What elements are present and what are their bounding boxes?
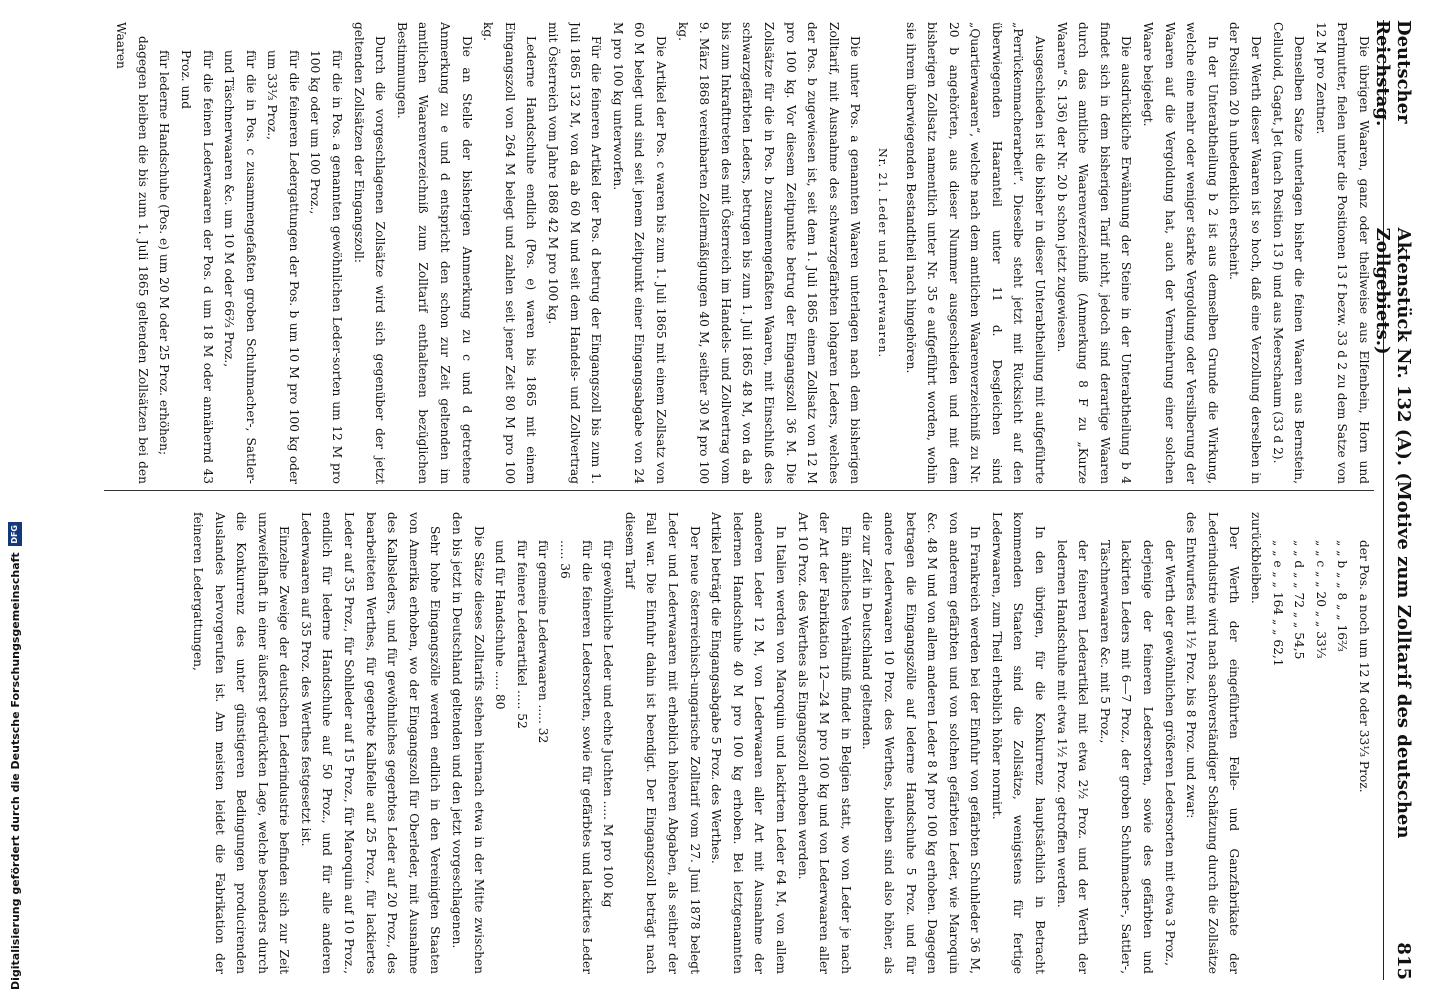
left-paragraph: In der Unterabtheilung b 2 ist aus demselben Grunde die Wirkung, welche eine mehr oder weniger starke Vergoldung oder Versilberung der Waaren auf die Vergoldung hat, auch der Vermiehrung einer solchen Waare beigelegt. bbox=[1141, 22, 1220, 484]
rate-row bbox=[1266, 512, 1288, 974]
right-paragraph: Sehr hohe Eingangszölle werden endlich in den Vereinigten Staaten von Amerika erhoben, wo der Eingangszoll für Oberleder, mit Ausnahme des Kalbsleders, und für gewöhnliches gegerbtes Leder auf 20 Proz., des bearbeiteten Werthes, für gegerbte Kalbfelle auf 25 Proz., für lackiertes Leder auf 35 Proz., für Sohlleder auf 15 Proz., für Maroquin auf 10 Proz., endlich für lederne Handschuhe auf 50 Proz., und für alle anderen Lederwaaren auf 35 Proz. des Werthes festgesetzt ist. bbox=[298, 512, 443, 974]
right-paragraph: der feineren Lederartikel mit etwa 2½ Proz. und der Werth der ledernen Handschuhe mit etwa 1½ Proz. getroffen werden. bbox=[1054, 540, 1091, 974]
right-paragraph: Ein ähnliches Verhältniß findet in Belgien statt, wo von Leder je nach der Art der Fabrikation 12—24 M pro 100 kg und von Lederwaaren aller Art 10 Proz. des Werthes als Eingangszoll erhoben werden. bbox=[795, 512, 853, 974]
left-paragraph: Die ausdrückliche Erwähnung der Steine in der Unterabtheilung b 4 findet sich in dem bisherigen Tarif nicht, jedoch sind derartige Waaren durch das amtliche Waarenverzeichniß (Anmerkung 8 F zu „Kurze Waaren“ S. 136) der Nr. 20 b schon jetzt zugewiesen. bbox=[1054, 22, 1134, 484]
page-header bbox=[1372, 20, 1414, 980]
rate-table bbox=[1266, 512, 1374, 974]
right-paragraph: zurückbleiben. bbox=[1249, 512, 1264, 604]
rate-row-text: „ „ 8 „ „ 16⅔ bbox=[1335, 572, 1350, 652]
left-paragraph: für lederne Handschuhe (Pos. e) um 20 M oder 25 Proz. erhöhen; bbox=[157, 50, 172, 456]
rate-row bbox=[1352, 512, 1374, 974]
left-paragraph: für die feineren Ledergattungen der Pos. b um 10 M pro 100 kg oder um 33⅓ Proz., bbox=[265, 50, 301, 484]
dfg-logo-icon: DFG bbox=[8, 522, 22, 546]
rate-row bbox=[1309, 512, 1331, 974]
left-paragraph: Nr. 21. Leder und Lederwaaren. bbox=[875, 148, 889, 358]
page-number: 815 bbox=[1393, 942, 1414, 980]
rotated-document-page bbox=[87, 0, 1432, 1000]
column-divider bbox=[104, 490, 1374, 491]
left-paragraph: Durch die vorgeschlagenen Zollsätze wird sich gegenüber der jetzt geltenden Zollsätzen der Eingangszoll: bbox=[351, 22, 388, 484]
left-paragraph: für die in Pos. a genannten gewöhnlichen Leder-sorten um 12 M pro 100 kg oder um 100 Proz., bbox=[308, 50, 345, 484]
right-paragraph: In den übrigen, für die Konkurrenz hauptsächlich in Betracht kommenden Staaten sind die Zollsätze, wenigstens für fertige Lederwaaren, zum Theil erheblich höher normirt. bbox=[989, 512, 1048, 974]
left-paragraph: Die an Stelle der bisherigen Anmerkung zu c und d getretene Anmerkung zu e und d entspricht den schon zur Zeit geltenden im amtlichen Waarenverzeichniß zum Zolltarif enthaltenen bezüglichen Bestimmungen. bbox=[394, 22, 474, 484]
right-column bbox=[104, 512, 1374, 974]
left-paragraph: für die in Pos. c zusammengefaßten groben Schuhmacher-, Sattler- und Täschnerwaaren &c. um 10 M oder 66⅔ Proz., bbox=[222, 50, 258, 484]
left-paragraph: Denselben Satze unterlagen bisher die feinen Waaren aus Bernstein, Celluloid, Gagat, Jet (nach Position 13 f) und aus Meerschaum (33 d 2). bbox=[1270, 22, 1307, 484]
right-paragraph: Der Werth der eingeführten Felle- und Ganzfabrikate der Lederindustrie wird nach sachverständiger Schätzung durch die Zollsätze des Entwurfes mit 1½ Proz. bis 8 Proz. und zwar: bbox=[1184, 512, 1242, 974]
rate-row-text: „ „ 20 „ „ 33⅓ bbox=[1313, 571, 1328, 659]
left-paragraph: Für die feineren Artikel der Pos. d betrug der Eingangszoll bis zum 1. Juli 1865 132 M, von da ab 60 M und seit dem Handels- und Zollvertrag mit Österreich vom Jahre 1868 42 M pro 100 kg. bbox=[546, 22, 604, 484]
right-paragraphs bbox=[186, 512, 1266, 974]
right-paragraph: Der neue österreichisch-ungarische Zolltarif vom 27. Juni 1878 belegt Leder und Lederwaaren mit erheblich höheren Abgaben, als seither der Fall war. Die Einfuhr dahin ist beendigt. Der Eingangszoll beträgt nach diesem Tarif bbox=[622, 512, 702, 974]
rate-row-label: „ „ b bbox=[1335, 540, 1350, 573]
rate-row-label: „ „ c bbox=[1313, 540, 1328, 572]
left-paragraph: für die feinen Lederwaaren der Pos. d um 18 M oder annähernd 43 Proz. und bbox=[178, 50, 215, 484]
digitisation-text: Digitalisierung gefördert durch die Deutsche Forschungsgemeinschaft bbox=[8, 552, 22, 990]
digitisation-notice bbox=[8, 522, 22, 990]
right-paragraph: der Werth der gewöhnlichen größeren Ledersorten mit etwa 3 Proz., bbox=[1162, 540, 1177, 967]
right-paragraph: für feinere Lederartikel ..... 52 bbox=[514, 540, 529, 729]
rate-row-text: noch um 12 M oder 33⅓ Proz. bbox=[1357, 604, 1371, 793]
right-paragraph: für gewöhnliche Leder und echte Juchten ..... M pro 100 kg bbox=[601, 540, 616, 908]
rate-row-text: „ „ 72 „ „ 54,5 bbox=[1292, 572, 1307, 660]
rate-row-label: „ „ d bbox=[1292, 540, 1307, 573]
rate-row bbox=[1331, 512, 1353, 974]
rate-row bbox=[1288, 512, 1310, 974]
left-paragraph: Die Artikel der Pos. c waren bis zum 1. Juli 1865 mit einem Zollsatz von 60 M belegt und sind seit jenem Zeitpunkt einer Eingangsabgabe von 24 M pro 100 kg unterworfen. bbox=[610, 22, 668, 484]
rate-row-label: der Pos. a bbox=[1357, 540, 1371, 605]
right-paragraph: Die Sätze dieses Zolltarifs stehen hiernach etwa in der Mitte zwischen den bis jetzt in Deutschland geltenden und den jetzt vorgeschlagenen. bbox=[450, 512, 486, 974]
right-paragraph: In Frankreich werden bei der Einfuhr von gefärbten Schuhleder 36 M, von anderem gefärbten und von solchen gefärbten Leder, wie Maroquin &c. 48 M und von allem anderen Leder 8 M pro 100 kg erhoben. Dagegen betragen die Eingangszölle auf lederne Handschuhe 5 Proz. und für andere Lederwaaren 10 Proz. des Werthes, bleiben sind also höher, als die zur Zeit in Deutschland geltenden. bbox=[860, 512, 983, 974]
header-left: Deutscher Reichstag. bbox=[1372, 20, 1414, 127]
right-paragraph: für gemeine Lederwaaren ..... 32 bbox=[536, 540, 551, 744]
right-paragraph: Einzelne Zweige der deutschen Lederindustrie befinden sich zur Zeit unzweifelhaft in einer äußerst gedrückten Lage, welche besonders durch die Konkurrenz des unter günstigeren Bedingungen producirenden Auslandes hervorgerufen ist. Am meisten leidet die Fabrikation der feineren Ledergattungen, bbox=[190, 512, 292, 974]
rate-row-text: „ „ 164 „ „ 62,1 bbox=[1270, 571, 1285, 667]
left-paragraph: dagegen bleiben die bis zum 1. Juli 1865 geltenden Zollsätzen bei den Waaren bbox=[114, 22, 150, 484]
left-paragraph: Ausgeschieden ist die bisher in dieser Unterabtheilung mit aufgeführte „Perrückenmacherarbeit“. Dieselbe steht jetzt mit Rücksicht auf den überwiegenden Haaranteil unter 11 d. Desgleichen sind „Quartierwaaren“, welche nach dem amtlichen Waarenverzeichniß zu Nr. 20 b angehörten, aus dieser Nummer ausgeschieden und mit dem bisherigen Zollsatz namentlich unter Nr. 35 e aufgeführt worden, wohin sie ihrem überwiegenden Bestandtheil nach hingehören. bbox=[903, 22, 1048, 484]
header-center: Aktenstück Nr. 132 (A). (Motive zum Zolltarif des deutschen Zollgebiets.) bbox=[1372, 227, 1414, 839]
left-paragraph: Die unter Pos. a genannten Waaren unterlagen nach dem bisherigen Zolltarif, mit Ausnahme des schwarzgefärbten lohgaren Leders, welches der Pos. b zugewiesen ist, seit dem 1. Juli 1865 einem Zollsatz von 12 M pro 100 kg. Vor diesem Zeitpunkte betrug der Eingangszoll 36 M. Die Zollsätze für die in Pos. b zusammengefaßten Waaren, mit Einschluß des schwarzgefärbten Leders, betrugen bis zum 1. Juli 1865 48 M, von da ab bis zum Inkrafttreten des mit Österreich im Handels- und Zollvertrag vom 9. März 1868 vereinbarten Zollermäßigungen 40 M, seither 30 M pro 100 kg. bbox=[675, 22, 863, 484]
rate-row-label: „ „ e bbox=[1270, 540, 1285, 572]
right-paragraph: In Italien werden von Maroquin und lackirtem Leder 64 M, von allem anderen Leder 12 M, von Lederwaaren aller Art mit Ausnahme der ledernen Handschuhe 40 M pro 100 kg erhoben. Bei letztgenannten Artikel beträgt die Eingangsabgabe 5 Proz. des Werthes. bbox=[709, 512, 788, 974]
left-paragraph: Die übrigen Waaren, ganz oder theilweise aus Elfenbein, Horn und Perlmutter, fielen unter die Positionen 13 f bezw. 33 d 2 zu dem Satze von 12 M pro Zentner. bbox=[1313, 22, 1371, 484]
right-paragraph: und für Handschuhe ..... 80 bbox=[493, 540, 508, 710]
left-column bbox=[104, 22, 1374, 484]
right-paragraph: für die feineren Ledersorten, sowie für gefärbtes und lackirtes Leder ..... 36 bbox=[558, 540, 594, 974]
right-paragraph: derjenige der feineren Ledersorten, sowie des gefärbten und lackirten Leders mit 6—7 Proz., der groben Schuhmacher-, Sattler-, Täschnerwaaren &c. mit 5 Proz., bbox=[1097, 540, 1156, 974]
left-paragraph: Der Werth dieser Waaren ist so hoch, daß eine Verzollung derselben in der Position 20 h unbedenklich erscheint. bbox=[1227, 22, 1264, 484]
left-paragraph: Lederne Handschuhe endlich (Pos. e) waren bis 1865 mit einem Eingangszoll von 264 M belegt und zahlen seit jener Zeit 80 M pro 100 kg. bbox=[481, 22, 539, 484]
